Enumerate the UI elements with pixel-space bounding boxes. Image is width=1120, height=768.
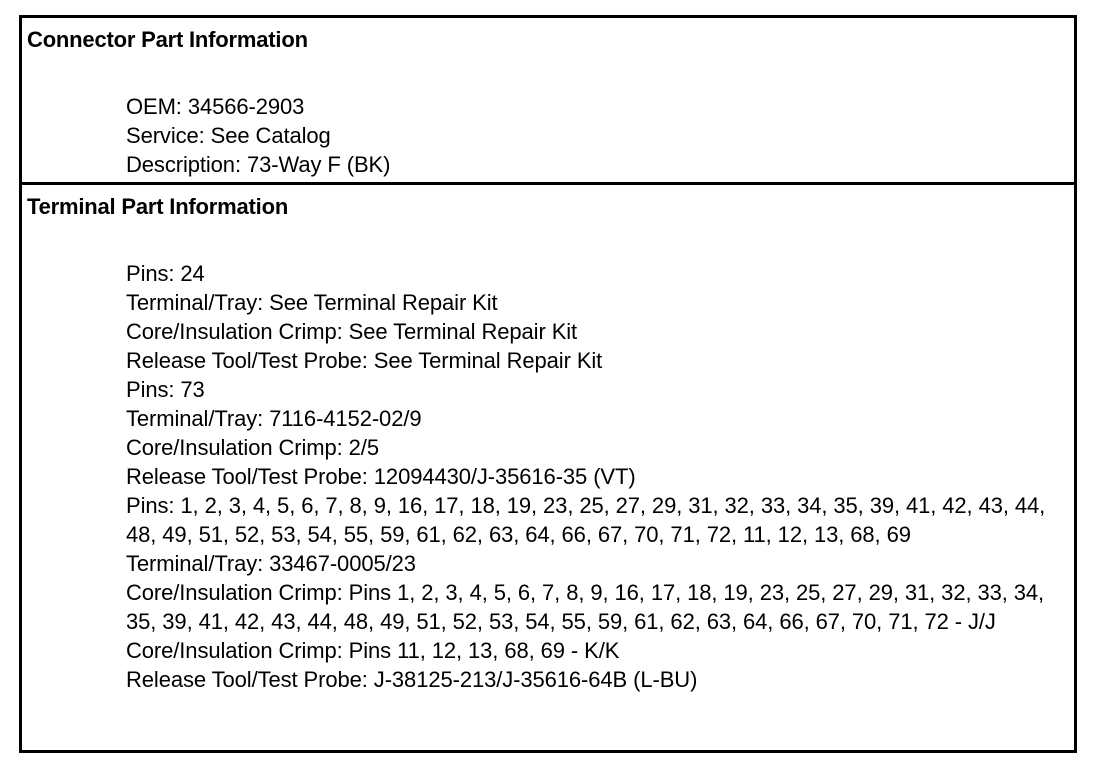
terminal-detail-line: Release Tool/Test Probe: See Terminal Repair Kit: [126, 348, 603, 373]
connector-part-heading: Connector Part Information: [27, 27, 308, 52]
terminal-detail-line: Core/Insulation Crimp: See Terminal Repair Kit: [126, 319, 578, 344]
terminal-detail-line: Core/Insulation Crimp: 2/5: [126, 435, 379, 460]
terminal-detail-line: Terminal/Tray: 7116-4152-02/9: [126, 406, 422, 431]
part-information-table: [19, 15, 1077, 753]
connector-description-line: Description: 73-Way F (BK): [126, 152, 391, 177]
terminal-detail-line: Pins: 1, 2, 3, 4, 5, 6, 7, 8, 9, 16, 17, 18, 19, 23, 25, 27, 29, 31, 32, 33, 34, 35, 39, 41, 42, 43, 44, 48, 49, 51, 52, 53, 54, 55, 59, 61, 62, 63, 64, 66, 67, 70, 71, 72, 11, 12, 13, 68, 69: [126, 493, 1046, 547]
terminal-detail-line: Terminal/Tray: See Terminal Repair Kit: [126, 290, 498, 315]
connector-service-line: Service: See Catalog: [126, 123, 331, 148]
terminal-part-section: [22, 185, 1074, 750]
terminal-part-details: [126, 259, 1062, 694]
terminal-detail-line: Terminal/Tray: 33467-0005/23: [126, 551, 416, 576]
terminal-detail-line: Core/Insulation Crimp: Pins 11, 12, 13, 68, 69 - K/K: [126, 638, 620, 663]
terminal-detail-line: Pins: 24: [126, 261, 205, 286]
terminal-detail-line: Core/Insulation Crimp: Pins 1, 2, 3, 4, 5, 6, 7, 8, 9, 16, 17, 18, 19, 23, 25, 27, 29, 31, 32, 33, 34, 35, 39, 41, 42, 43, 44, 48, 49, 51, 52, 53, 54, 55, 59, 61, 62, 63, 64, 66, 67, 70, 71, 72 - J/J: [126, 580, 1045, 634]
connector-part-section: [22, 18, 1074, 185]
terminal-detail-line: Release Tool/Test Probe: 12094430/J-35616-35 (VT): [126, 464, 636, 489]
terminal-detail-line: Release Tool/Test Probe: J-38125-213/J-35616-64B (L-BU): [126, 667, 698, 692]
connector-part-details: [126, 92, 1062, 179]
terminal-part-heading: Terminal Part Information: [27, 194, 289, 219]
terminal-detail-line: Pins: 73: [126, 377, 205, 402]
connector-oem-line: OEM: 34566-2903: [126, 94, 305, 119]
